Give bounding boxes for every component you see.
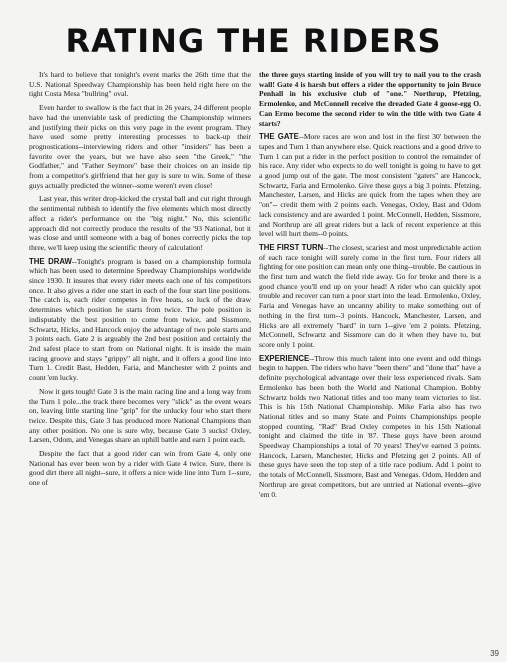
section-body: --Throw this much talent into one event and odd things begin to happen. The riders who have "been there" and "done that" have a definite psychological advantage over their less experienced rivals. Sam Ermolenko has been both the World and National Champion. Bobby Schwartz holds two National titles and too many team victories to list. This is his 15th National Championship. Mike Faria also has two National titles and so many State and Points Championships people stopped counting. "Rad" Brad Oxley competes in his 15th National tonight and claimed the title in '87. These guys have been around Speedway Championships a total of 70 years! They've earned 3 points. Hancock, Larsen, Manchester, Hicks and Pfetzing get 2 points. All of these guys have seen the top step of a title race podium. Add 1 point to the totals of McConnell, Sissmore, Bast and Venegas. Odom, Hedden and Northrup are great competitors, but are untried at National events--give 'em 0.	[259, 353, 481, 499]
paragraph: Last year, this writer drop-kicked the crystal ball and cut right through the sentimental rubbish to identify the five elements which most directly affect a rider's performance on the "big night." No, this scientific approach did not correctly produce the results of the '93 National, but it was close and until someone with a bag of bones correctly picks the top three, we'll keep using the scientific theory of calculation!	[29, 194, 251, 252]
paragraph: Even harder to swallow is the fact that in 26 years, 24 different people have had the unenviable task of predicting the Championship winners and justifying their picks on this very page in the event program. They have used some pretty interesting processes to back-up their prognostications--interviewing riders and other "insiders" has been a favorite over the years, but we have also seen "the Greek," "the Godfather," and "Father Seymore" base their choices on an inside tip from a competitor's girlfriend that her guy is sure to win. Some of these guys actually predicted the winner--some weren't even close!	[29, 103, 251, 190]
paragraph: It's hard to believe that tonight's event marks the 26th time that the U.S. National Speedway Championship has been held right here on the tight Costa Mesa "bullring" oval.	[29, 70, 251, 99]
section-gate	[259, 132, 481, 239]
section-first-turn	[259, 243, 481, 350]
page-number: 39	[490, 649, 499, 658]
section-body: --The closest, scariest and most unpredictable action of each race tonight will surely come in the first turn. Four riders all fighting for one position can mean only one thing--trouble. Be cautious in the first turn and watch the field ride away. Go for broke and there is a good chance you'll end up on your head! A rider who can quickly spot trouble and recover can turn a poor start into the lead. Ermolenko, Oxley, Faria and Venegas have an uncanny ability to make something out of nothing in the first turn--3 points. Hancock, Manchester, Larsen, and Hicks are all extremely "hard" in turn 1--give 'em 2 points. Pfetzing, McConnell, Schwartz and Sissmore can do it when they have to, but score only 1 point.	[259, 242, 481, 349]
paragraph: the three guys starting inside of you will try to nail you to the crash wall! Gate 4 is harsh but offers a rider the opportunity to join Bruce Penhall in his exclusive club of "one." Northrup, Pfetzing, Ermolenko, and McConnell receive the dreaded Gate 4 goose-egg O. Can Ermo become the second rider to win the title with two Gate 4 starts?	[259, 70, 481, 128]
right-column	[259, 70, 481, 503]
left-column	[29, 70, 251, 492]
section-experience	[259, 354, 481, 500]
section-heading: EXPERIENCE	[259, 353, 310, 363]
section-draw	[29, 257, 251, 383]
section-heading: THE GATE	[259, 132, 299, 142]
section-body: --Tonight's program is based on a championship formula which has been used to determine Speedway Championships worldwide since 1930. It insures that every rider meets each one of his competitors once. It also gives a rider one start in each of the four start line positions. The catch is, each rider competes in five heats, so luck of the draw determines which position he starts from twice. The pole position is indisputably the best position to come from twice, and Sissmore, Schwartz, Hicks, and Hancock enjoy the advantage of two pole starts and 3 points each. Gate 2 is arguably the 2nd best position and certainly the 2nd safest place to start from on National night. It is inside the main racing groove and stays "grippy" all night, and it offers a good line into Turn 1. Credit Bast, Hedden, Faria, and Manchester with 2 points and count 'em lucky.	[29, 256, 251, 383]
paragraph: Despite the fact that a good rider can win from Gate 4, only one National has ever been won by a rider with Gate 4 twice. Sure, there is good dirt there all night--sure, it offers a nice wide line into Turn 1--sure, one of	[29, 449, 251, 488]
section-heading: THE FIRST TURN	[259, 242, 324, 252]
section-body: --More races are won and lost in the first 30' between the tapes and Turn 1 than anywhere else. Quick reactions and a good drive to Turn 1 can put a rider in the perfect position to control the remainder of his race. Any rider who expects to do well tonight is going to have to get a good jump out of the gate. The most consistent "gaters" are Hancock, Schwartz, Faria and Ermolenko. Give these guys a big 3 points. Pfetzing, Manchester, Larsen, and Hicks are quick from the tapes when they are "on"-- credit them with 2 points each. Venegas, Oxley, Bast and Odom lack consistency and are awarded 1 point. McConnell, Hedden, Sissmore, and Northrup are all great riders but a lack of recent experience at this level will hurt them--0 points.	[259, 132, 481, 239]
paragraph: Now it gets tough! Gate 3 is the main racing line and a long way from the Turn 1 pole...the track there becomes very "slick" as the event wears on, leaving little starting line "grip" for the unlucky four who start there twice. Despite this, Gate 3 has produced more National Champions than any other position. No one is sure why, because Gate 3 sucks! Oxley, Larsen, Odom, and Venegas share an uphill battle and earn 1 point each.	[29, 386, 251, 445]
page-title: RATING THE RIDERS	[65, 22, 442, 60]
section-heading: THE DRAW	[29, 256, 72, 266]
